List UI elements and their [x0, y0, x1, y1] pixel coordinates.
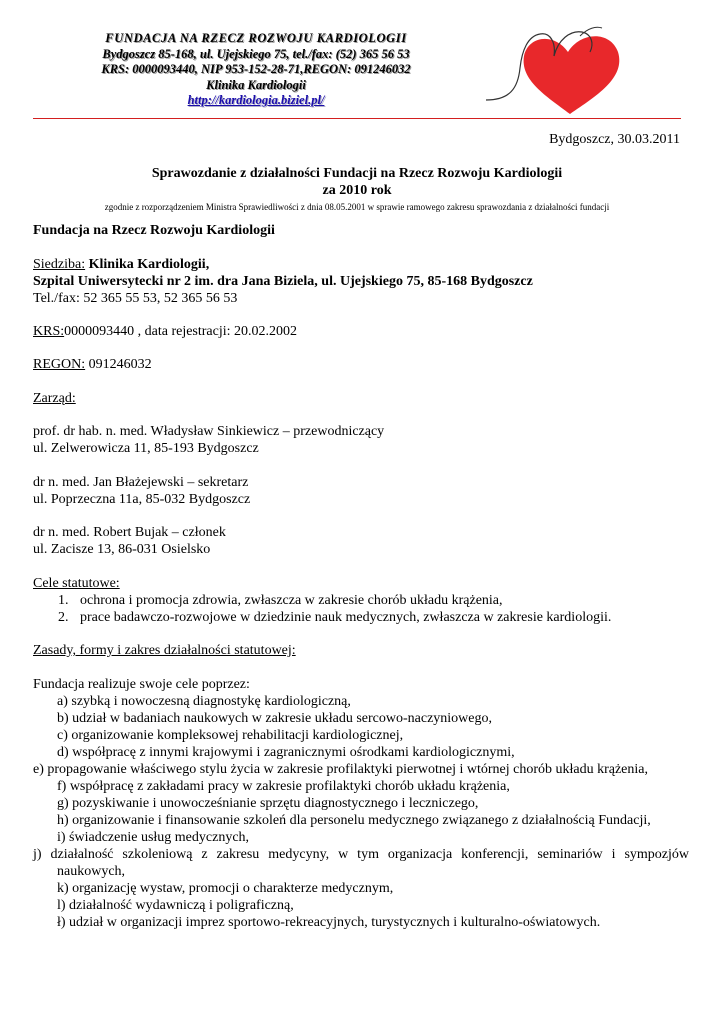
- goals-label: Cele statutowe:: [33, 576, 120, 591]
- list-item: [58, 609, 611, 626]
- document-date: Bydgoszcz, 30.03.2011: [549, 132, 680, 147]
- list-item: [58, 592, 611, 609]
- list-text: ochrona i promocja zdrowia, zwłaszcza w zakresie chorób układu krążenia,: [80, 593, 503, 608]
- foundation-name: Fundacja na Rzecz Rozwoju Kardiologii: [33, 223, 275, 238]
- board-member-address: ul. Zacisze 13, 86-031 Osielsko: [33, 542, 211, 557]
- list-text: prace badawczo-rozwojowe w dziedzinie nauk medycznych, zwłaszcza w zakresie kardiologii.: [80, 610, 612, 625]
- board-member-name: dr n. med. Jan Błażejewski – sekretarz: [33, 475, 249, 490]
- list-item: d) współpracę z innymi krajowymi i zagranicznymi ośrodkami kardiologicznymi,: [57, 745, 515, 760]
- letterhead: [96, 31, 416, 109]
- letterhead-address: Bydgoszcz 85-168, ul. Ujejskiego 75, tel./fax: (52) 365 56 53: [102, 46, 410, 61]
- board-member-address: ul. Zelwerowicza 11, 85-193 Bydgoszcz: [33, 441, 259, 456]
- letterhead-registry: KRS: 0000093440, NIP 953-152-28-71,REGON: 091246032: [101, 62, 411, 76]
- list-item: e) propagowanie właściwego stylu życia w zakresie profilaktyki pierwotnej i wtórnej chorób układu krążenia,: [33, 762, 649, 777]
- letterhead-title: FUNDACJA NA RZECZ ROZWOJU KARDIOLOGII: [105, 31, 407, 45]
- heart-logo-icon: [484, 22, 666, 118]
- list-item: k) organizację wystaw, promocji o charakterze medycznym,: [57, 881, 394, 896]
- letterhead-link[interactable]: http://kardiologia.biziel.pl/: [187, 93, 325, 107]
- list-item: b) udział w badaniach naukowych w zakresie układu sercowo-naczyniowego,: [57, 711, 492, 726]
- list-item: j) działalność szkoleniową z zakresu medycyny, w tym organizacja konferencji, seminariów i sympozjów naukowych,: [33, 847, 689, 879]
- seat-phone: Tel./fax: 52 365 55 53, 52 365 56 53: [33, 291, 238, 306]
- activities-label: Zasady, formy i zakres działalności statutowej:: [33, 643, 296, 658]
- activities-intro: Fundacja realizuje swoje cele poprzez:: [33, 677, 250, 692]
- krs-value: 0000093440 , data rejestracji: 20.02.2002: [64, 324, 298, 339]
- list-item: f) współpracę z zakładami pracy w zakresie profilaktyki chorób układu krążenia,: [57, 779, 510, 794]
- activities-list: [33, 693, 689, 931]
- regon-value: 091246032: [85, 357, 152, 372]
- regon-line: [33, 356, 152, 373]
- krs-line: [33, 323, 297, 340]
- regon-label: REGON:: [33, 357, 86, 372]
- list-item: c) organizowanie kompleksowej rehabilitacji kardiologicznej,: [57, 728, 404, 743]
- list-item: h) organizowanie i finansowanie szkoleń dla personelu medycznego związanego z działalnością Fundacji,: [57, 813, 651, 828]
- goals-list: [58, 592, 611, 626]
- report-title: Sprawozdanie z działalności Fundacji na Rzecz Rozwoju Kardiologii: [151, 166, 563, 181]
- board-member-name: dr n. med. Robert Bujak – członek: [33, 525, 226, 540]
- board-label: Zarząd:: [33, 391, 76, 406]
- seat-hospital: Szpital Uniwersytecki nr 2 im. dra Jana Biziela, ul. Ujejskiego 75, 85-168 Bydgoszcz: [33, 274, 533, 289]
- list-number: 2.: [58, 610, 69, 625]
- header-divider: [33, 118, 681, 119]
- seat-name: Klinika Kardiologii,: [85, 257, 210, 272]
- seat-line: [33, 256, 209, 273]
- report-subtitle: zgodnie z rozporządzeniem Ministra Sprawiedliwości z dnia 08.05.2001 w sprawie ramowego zakresu sprawozdania z działalności fundacji: [104, 202, 610, 212]
- report-year: za 2010 rok: [322, 183, 392, 198]
- list-item: l) działalność wydawniczą i poligraficzną,: [57, 898, 294, 913]
- letterhead-clinic: Klinika Kardiologii: [206, 77, 306, 92]
- list-item: a) szybką i nowoczesną diagnostykę kardiologiczną,: [57, 694, 351, 709]
- list-number: 1.: [58, 593, 69, 608]
- list-item: g) pozyskiwanie i unowocześnianie sprzętu diagnostycznego i leczniczego,: [57, 796, 479, 811]
- board-member-address: ul. Poprzeczna 11a, 85-032 Bydgoszcz: [33, 492, 251, 507]
- krs-label: KRS:: [33, 324, 65, 339]
- list-item: ł) udział w organizacji imprez sportowo-rekreacyjnych, turystycznych i kulturalno-oświatowych.: [57, 915, 601, 930]
- board-member-name: prof. dr hab. n. med. Władysław Sinkiewicz – przewodniczący: [33, 424, 385, 439]
- list-item: i) świadczenie usług medycznych,: [57, 830, 250, 845]
- seat-label: Siedziba:: [33, 257, 86, 272]
